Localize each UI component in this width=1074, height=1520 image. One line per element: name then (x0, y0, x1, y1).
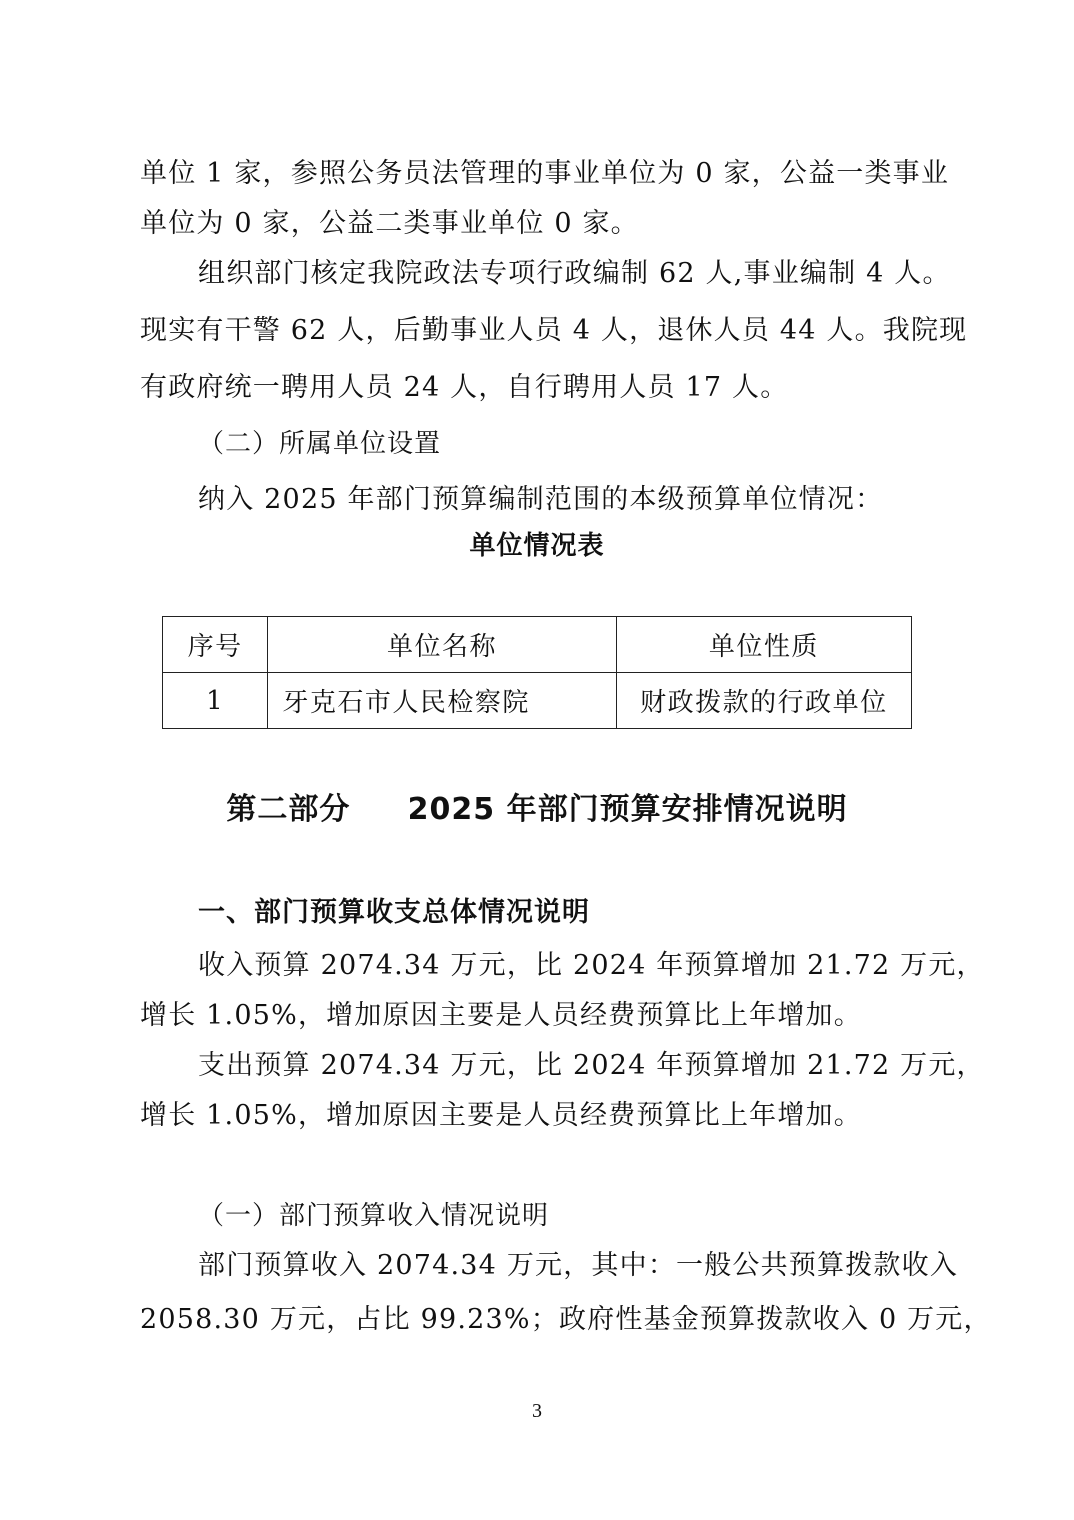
intro-line-5: 有政府统一聘用人员 24 人，自行聘用人员 17 人。 (140, 372, 789, 403)
income-section-heading: （一）部门预算收入情况说明 (198, 1201, 550, 1231)
units-text: 纳入 2025 年部门预算编制范围的本级预算单位情况： (198, 484, 884, 515)
header-cell-nature: 单位性质 (616, 617, 911, 673)
part-two-title: 第二部分 2025 年部门预算安排情况说明 (226, 792, 848, 827)
header-cell-name: 单位名称 (268, 617, 616, 673)
page-number: 3 (532, 1400, 542, 1422)
income-detail-line-2: 2058.30 万元，占比 99.23%；政府性基金预算拨款收入 0 万元， (140, 1304, 992, 1335)
intro-line-4: 现实有干警 62 人，后勤事业人员 4 人，退休人员 44 人。我院现 (140, 315, 968, 346)
income-detail-line-1: 部门预算收入 2074.34 万元，其中：一般公共预算拨款收入 (198, 1250, 959, 1281)
table-title: 单位情况表 (469, 531, 605, 561)
units-heading: （二）所属单位设置 (198, 429, 442, 459)
units-table (162, 616, 912, 729)
income-line-1: 收入预算 2074.34 万元，比 2024 年预算增加 21.72 万元， (198, 950, 985, 981)
header-cell-index: 序号 (163, 617, 268, 673)
expense-line-2: 增长 1.05%，增加原因主要是人员经费预算比上年增加。 (140, 1100, 862, 1131)
intro-line-3: 组织部门核定我院政法专项行政编制 62 人,事业编制 4 人。 (198, 258, 951, 289)
cell-nature: 财政拨款的行政单位 (616, 673, 911, 729)
expense-line-1: 支出预算 2074.34 万元，比 2024 年预算增加 21.72 万元， (198, 1050, 985, 1081)
cell-name: 牙克石市人民检察院 (268, 673, 616, 729)
intro-line-1: 单位 1 家，参照公务员法管理的事业单位为 0 家，公益一类事业 (140, 158, 950, 189)
cell-index: 1 (163, 673, 268, 729)
table-row (163, 673, 912, 729)
overview-heading: 一、部门预算收支总体情况说明 (198, 897, 590, 928)
intro-line-2: 单位为 0 家，公益二类事业单位 0 家。 (140, 208, 639, 239)
income-line-2: 增长 1.05%，增加原因主要是人员经费预算比上年增加。 (140, 1000, 862, 1031)
table-header-row (163, 617, 912, 673)
